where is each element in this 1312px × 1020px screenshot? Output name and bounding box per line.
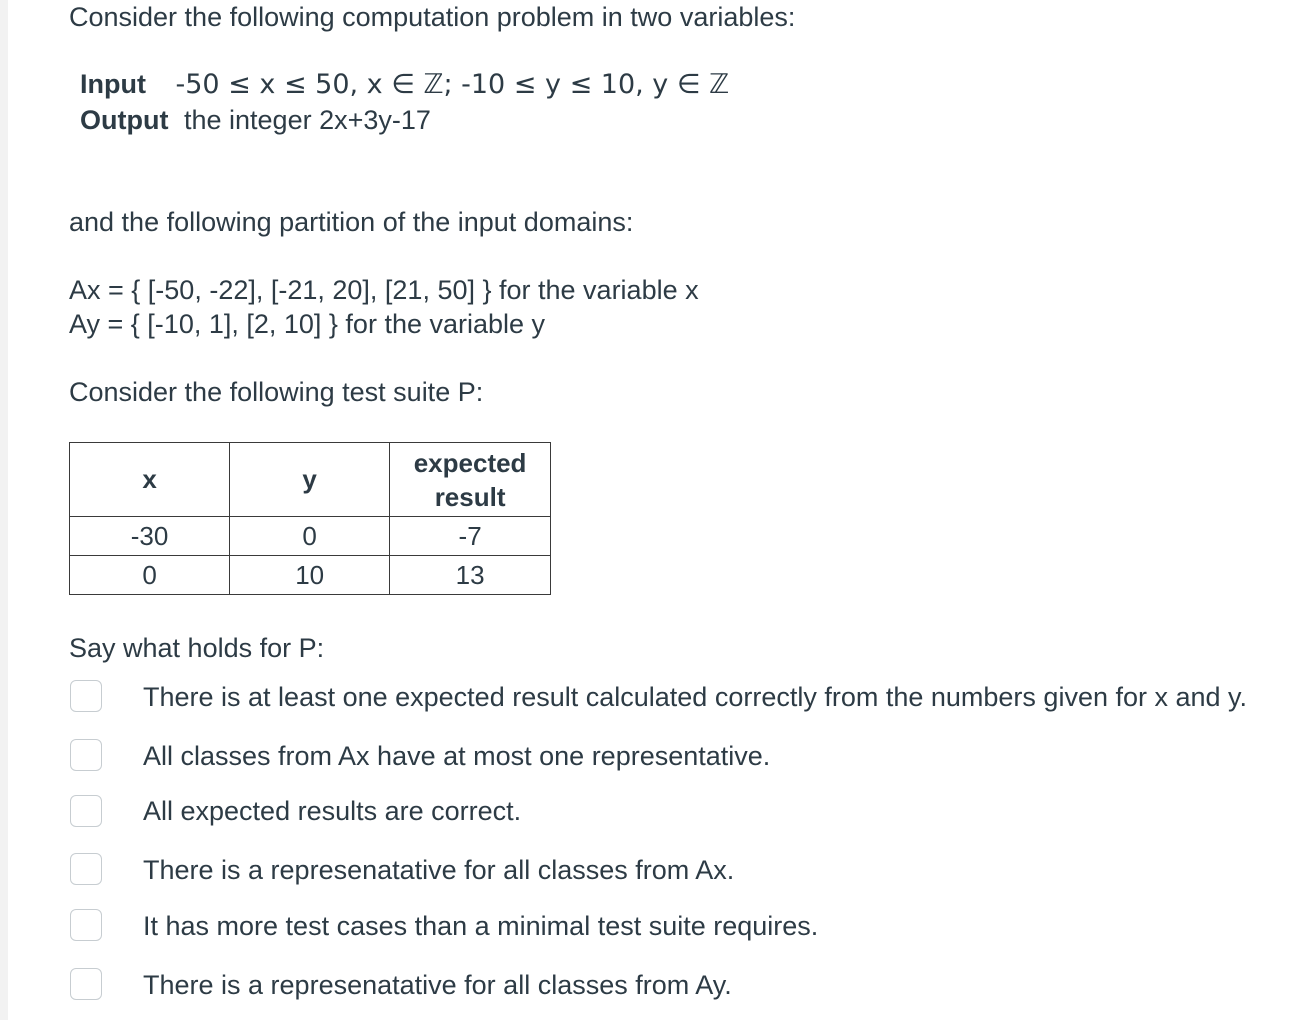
- partition-ay: Ay = { [-10, 1], [2, 10] } for the variable y: [69, 309, 546, 339]
- output-label: Output: [80, 105, 169, 135]
- header-expected: [390, 443, 551, 517]
- cell-expected: -7: [390, 517, 551, 556]
- option-label-3[interactable]: All expected results are correct.: [143, 796, 522, 826]
- partition-intro: and the following partition of the input domains:: [69, 207, 634, 237]
- option-label-6[interactable]: There is a represenatative for all classes from Ay.: [143, 970, 732, 1000]
- left-gutter: [0, 0, 8, 1020]
- cell-expected: 13: [390, 556, 551, 595]
- option-checkbox-5[interactable]: [70, 909, 102, 941]
- option-checkbox-2[interactable]: [70, 739, 102, 771]
- partition-ax: Ax = { [-50, -22], [-21, 20], [21, 50] } for the variable x: [69, 275, 699, 305]
- input-spec: -50 ≤ x ≤ 50, x ∈ ℤ; -10 ≤ y ≤ 10, y ∈ ℤ: [175, 69, 730, 100]
- cell-x: -30: [70, 517, 230, 556]
- test-suite-table: [69, 442, 551, 595]
- output-line: [80, 104, 431, 136]
- cell-x: 0: [70, 556, 230, 595]
- cell-y: 0: [230, 517, 390, 556]
- cell-y: 10: [230, 556, 390, 595]
- option-label-1[interactable]: There is at least one expected result calculated correctly from the numbers given for x and y.: [143, 682, 1248, 712]
- option-label-5[interactable]: It has more test cases than a minimal test suite requires.: [143, 911, 819, 941]
- option-label-2[interactable]: All classes from Ax have at most one representative.: [143, 741, 771, 771]
- header-expected-label: expected result: [413, 447, 527, 512]
- table-row: [70, 517, 551, 556]
- output-spec: the integer 2x+3y-17: [183, 105, 431, 135]
- problem-intro: Consider the following computation problem in two variables:: [69, 2, 796, 32]
- input-label: Input: [80, 69, 146, 99]
- option-checkbox-3[interactable]: [70, 795, 102, 827]
- option-label-4[interactable]: There is a represenatative for all classes from Ax.: [143, 855, 735, 885]
- table-row: [70, 556, 551, 595]
- table-header-row: [70, 443, 551, 517]
- suite-intro: Consider the following test suite P:: [69, 377, 484, 407]
- header-y: y: [230, 443, 390, 517]
- question-prompt: Say what holds for P:: [69, 633, 325, 663]
- header-x: x: [70, 443, 230, 517]
- option-checkbox-6[interactable]: [70, 968, 102, 1000]
- input-line: [80, 68, 729, 101]
- option-checkbox-1[interactable]: [70, 680, 102, 712]
- option-checkbox-4[interactable]: [70, 853, 102, 885]
